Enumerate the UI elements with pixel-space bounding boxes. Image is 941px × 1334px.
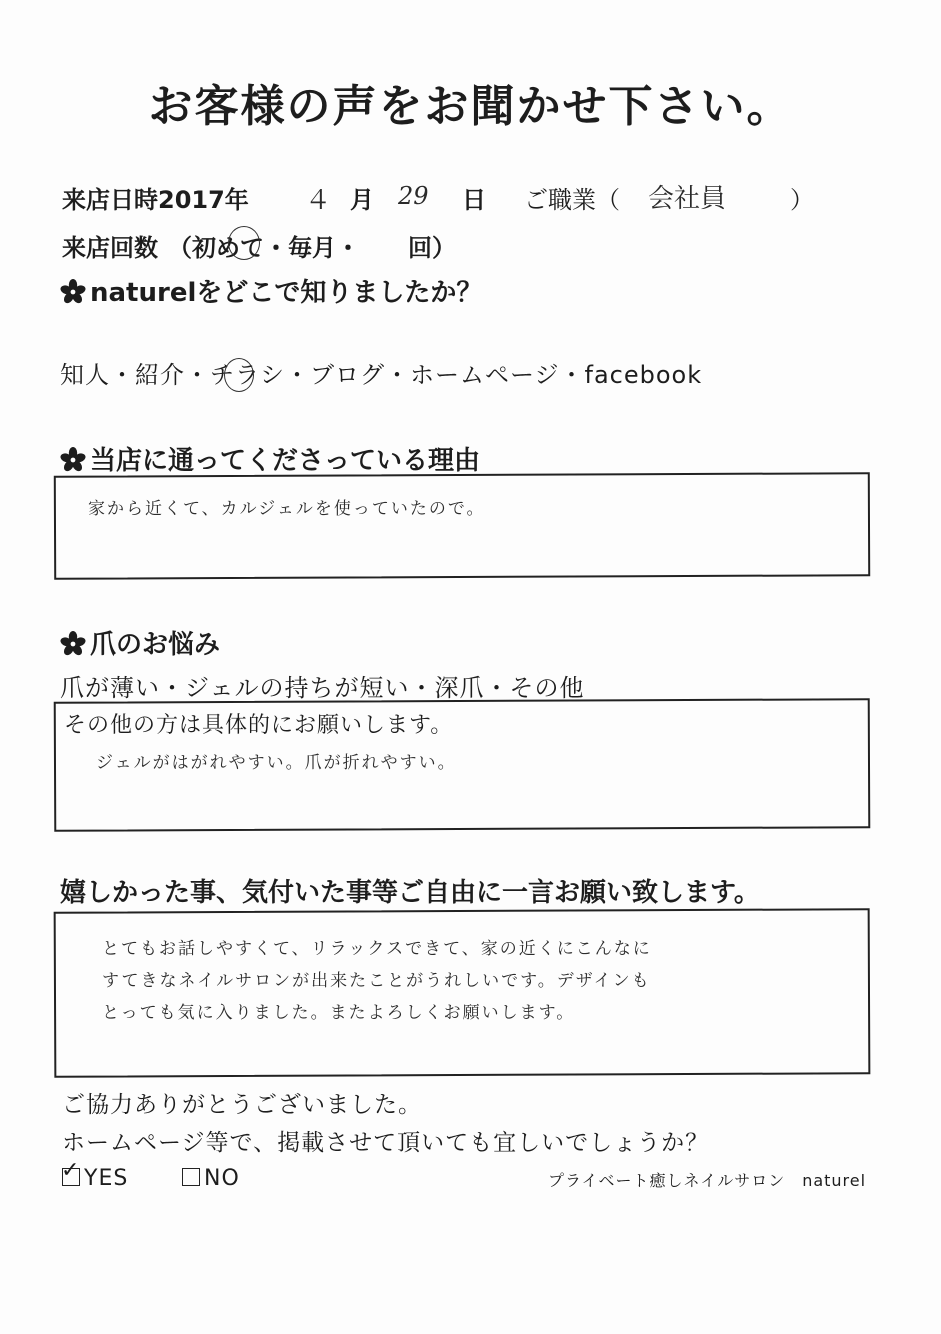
q4-answer-line: すてきなネイルサロンが出来たことがうれしいです。デザインも	[102, 971, 651, 991]
q1-options: 知人・紹介・チラシ・ブログ・ホームページ・facebook	[60, 361, 703, 389]
q3-heading-row	[60, 624, 220, 661]
q4-answer-line: とっても気に入りました。またよろしくお願いします。	[102, 1003, 576, 1023]
visit-count-options: （初めて・毎月・ 回）	[168, 234, 456, 262]
q3-options: 爪が薄い・ジェルの持ちが短い・深爪・その他	[60, 674, 585, 702]
visit-day-label: 日	[462, 186, 486, 214]
visit-count-circle-mark	[228, 226, 260, 260]
visit-month-label: 月	[350, 186, 374, 214]
occupation-value: 会社員	[648, 184, 727, 214]
no-checkbox[interactable]	[182, 1168, 200, 1186]
yes-checkbox[interactable]	[61, 1158, 81, 1186]
q4-heading: 嬉しかった事、気付いた事等ご自由に一言お願い致します。	[60, 878, 760, 908]
q2-answer-box	[54, 472, 870, 580]
q2-heading: 当店に通ってくださっている理由	[90, 446, 481, 476]
visit-count-label: 来店回数	[62, 234, 158, 262]
q3-heading: 爪のお悩み	[90, 630, 221, 660]
flower-icon	[60, 279, 86, 305]
q3-answer: ジェルがはがれやすい。爪が折れやすい。	[96, 753, 457, 773]
salon-name: プライベート癒しネイルサロン naturel	[548, 1171, 867, 1190]
visit-date-label: 来店日時2017年	[62, 186, 249, 214]
q4-answer-line: とてもお話しやすくて、リラックスできて、家の近くにこんなに	[102, 939, 652, 959]
q2-heading-row	[60, 440, 480, 477]
visit-day-value: 29	[398, 182, 429, 210]
q1-circle-mark	[224, 358, 254, 392]
visit-month-value: ４	[305, 186, 332, 216]
q3-box-prompt: その他の方は具体的にお願いします。	[64, 713, 454, 738]
flower-icon	[60, 631, 86, 657]
form-title: お客様の声をお聞かせ下さい。	[148, 81, 793, 132]
permission-question: ホームページ等で、掲載させて頂いても宜しいでしょうか？	[62, 1130, 710, 1156]
occupation-label: ご職業（	[524, 186, 620, 214]
yes-label: YES	[84, 1166, 129, 1191]
thanks-text: ご協力ありがとうございました。	[62, 1092, 422, 1118]
q1-heading: naturelをどこで知りましたか？	[90, 278, 483, 308]
q2-answer: 家から近くて、カルジェルを使っていたので。	[88, 499, 486, 519]
q1-heading-row	[60, 272, 482, 309]
yes-option[interactable]	[61, 1158, 129, 1191]
no-label: NO	[204, 1166, 240, 1191]
no-option[interactable]	[182, 1166, 240, 1191]
check-mark-icon: ✓	[61, 1158, 81, 1183]
flower-icon	[60, 447, 86, 473]
occupation-close: ）	[790, 186, 814, 214]
